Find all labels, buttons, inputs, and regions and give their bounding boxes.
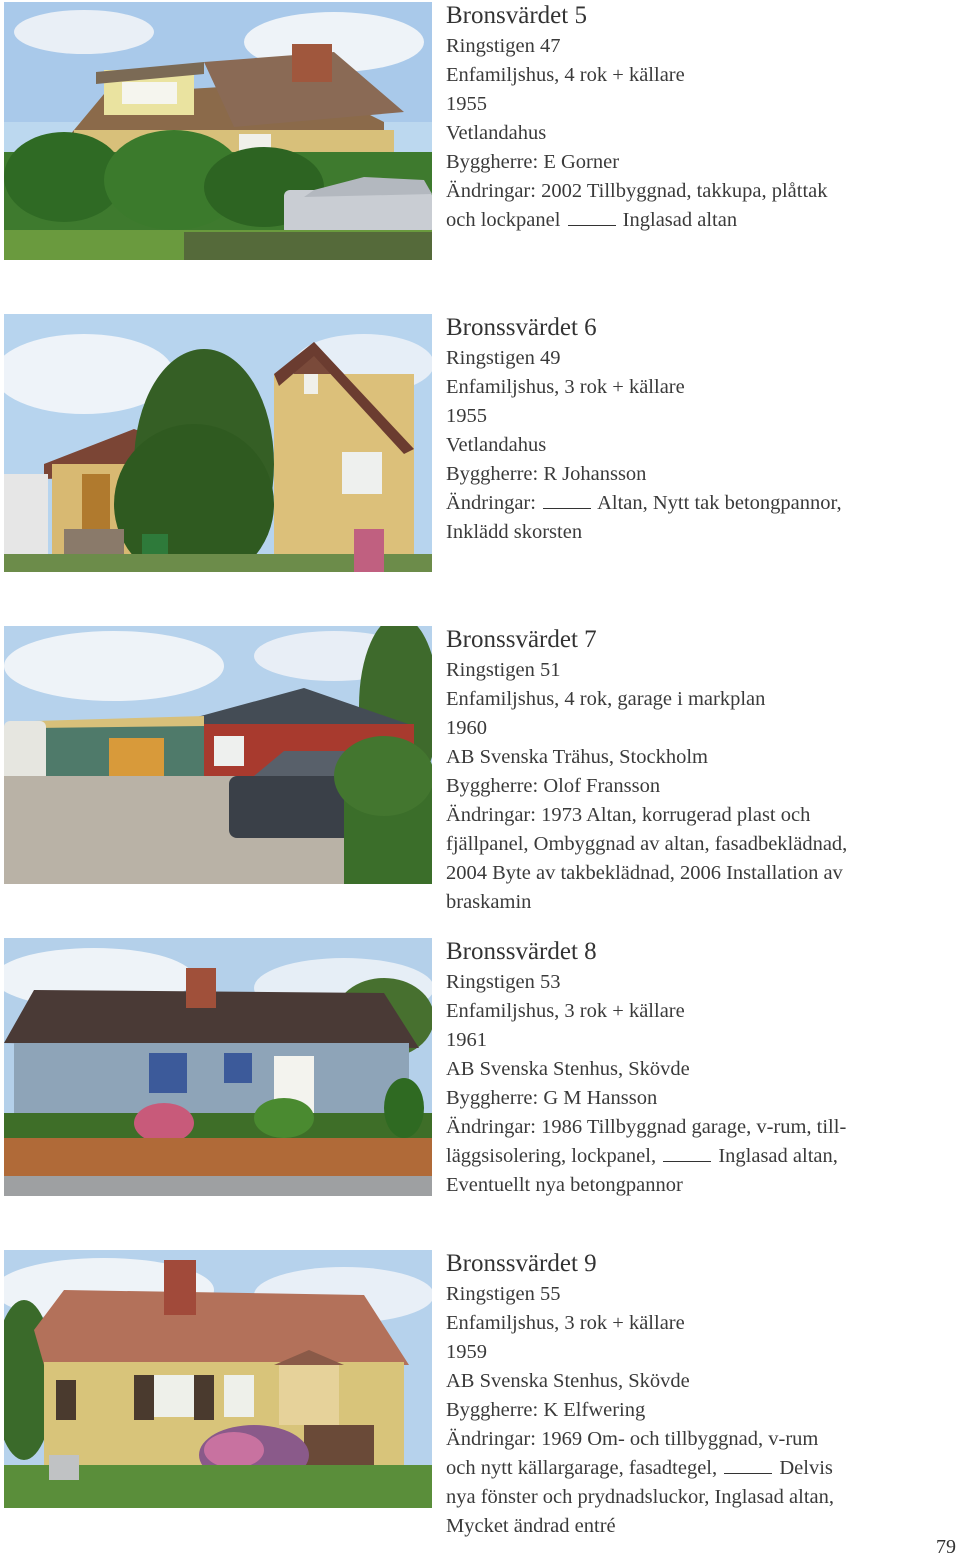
changes-line: braskamin [446, 891, 532, 913]
build-year: 1955 [446, 93, 487, 115]
blank-underline [663, 1146, 711, 1162]
entry-text [446, 2, 946, 235]
house-type: Enfamiljshus, 3 rok + källare [446, 1000, 685, 1022]
house-photo [4, 938, 432, 1196]
property-title: Bronssvärdet 8 [446, 938, 597, 965]
build-year: 1959 [446, 1341, 487, 1363]
house-type: Enfamiljshus, 3 rok + källare [446, 376, 685, 398]
changes-text: Delvis [779, 1457, 833, 1479]
changes-line [446, 206, 946, 235]
build-year: 1961 [446, 1029, 487, 1051]
house-type: Enfamiljshus, 3 rok + källare [446, 1312, 685, 1334]
house-photo [4, 626, 432, 884]
manufacturer: AB Svenska Stenhus, Skövde [446, 1370, 690, 1392]
builder: Byggherre: Olof Fransson [446, 775, 661, 797]
changes-text: och lockpanel [446, 209, 561, 231]
changes-text: Ändringar: [446, 492, 536, 514]
blank-underline [543, 493, 591, 509]
changes-line: Ändringar: 2002 Tillbyggnad, takkupa, plåttak [446, 180, 828, 202]
property-title: Bronssvärdet 9 [446, 1250, 597, 1277]
changes-line: Ändringar: 1969 Om- och tillbyggnad, v-rum [446, 1428, 819, 1450]
changes-line: Inklädd skorsten [446, 521, 583, 543]
changes-text: Inglasad altan [622, 209, 738, 231]
builder: Byggherre: G M Hansson [446, 1087, 658, 1109]
address: Ringstigen 47 [446, 35, 561, 57]
entry-text [446, 1250, 946, 1541]
changes-text: och nytt källargarage, fasadtegel, [446, 1457, 718, 1479]
changes-line: 2004 Byte av takbeklädnad, 2006 Installation av [446, 862, 843, 884]
changes-line [446, 1142, 946, 1171]
changes-line: fjällpanel, Ombyggnad av altan, fasadbeklädnad, [446, 833, 848, 855]
manufacturer: AB Svenska Trähus, Stockholm [446, 746, 708, 768]
house-photo [4, 314, 432, 572]
house-type: Enfamiljshus, 4 rok, garage i markplan [446, 688, 766, 710]
changes-line: Eventuellt nya betongpannor [446, 1174, 683, 1196]
changes-text: Altan, Nytt tak betongpannor, [597, 492, 842, 514]
entry-text [446, 938, 946, 1200]
changes-line [446, 1454, 946, 1483]
house-photo [4, 1250, 432, 1508]
address: Ringstigen 53 [446, 971, 561, 993]
builder: Byggherre: K Elfwering [446, 1399, 646, 1421]
house-photo-illustration [4, 938, 432, 1196]
builder: Byggherre: E Gorner [446, 151, 620, 173]
house-photo-illustration [4, 2, 432, 260]
property-title: Bronssvärdet 7 [446, 626, 597, 653]
address: Ringstigen 55 [446, 1283, 561, 1305]
changes-line: Ändringar: 1986 Tillbyggnad garage, v-rum, till- [446, 1116, 847, 1138]
manufacturer: Vetlandahus [446, 122, 547, 144]
manufacturer: Vetlandahus [446, 434, 547, 456]
build-year: 1960 [446, 717, 487, 739]
changes-line: Ändringar: 1973 Altan, korrugerad plast och [446, 804, 811, 826]
changes-line: Mycket ändrad entré [446, 1515, 616, 1537]
house-photo [4, 2, 432, 260]
house-photo-illustration [4, 314, 432, 572]
changes-text: läggsisolering, lockpanel, [446, 1145, 657, 1167]
house-photo-illustration [4, 626, 432, 884]
blank-underline [568, 210, 616, 226]
changes-line [446, 489, 946, 518]
manufacturer: AB Svenska Stenhus, Skövde [446, 1058, 690, 1080]
address: Ringstigen 51 [446, 659, 561, 681]
property-title: Bronsvärdet 5 [446, 2, 587, 29]
entry-text [446, 314, 946, 547]
page-number: 79 [936, 1536, 956, 1558]
property-title: Bronssvärdet 6 [446, 314, 597, 341]
build-year: 1955 [446, 405, 487, 427]
changes-text: Inglasad altan, [718, 1145, 838, 1167]
address: Ringstigen 49 [446, 347, 561, 369]
house-type: Enfamiljshus, 4 rok + källare [446, 64, 685, 86]
changes-line: nya fönster och prydnadsluckor, Inglasad altan, [446, 1486, 834, 1508]
builder: Byggherre: R Johansson [446, 463, 647, 485]
entry-text [446, 626, 946, 917]
house-photo-illustration [4, 1250, 432, 1508]
blank-underline [724, 1458, 772, 1474]
